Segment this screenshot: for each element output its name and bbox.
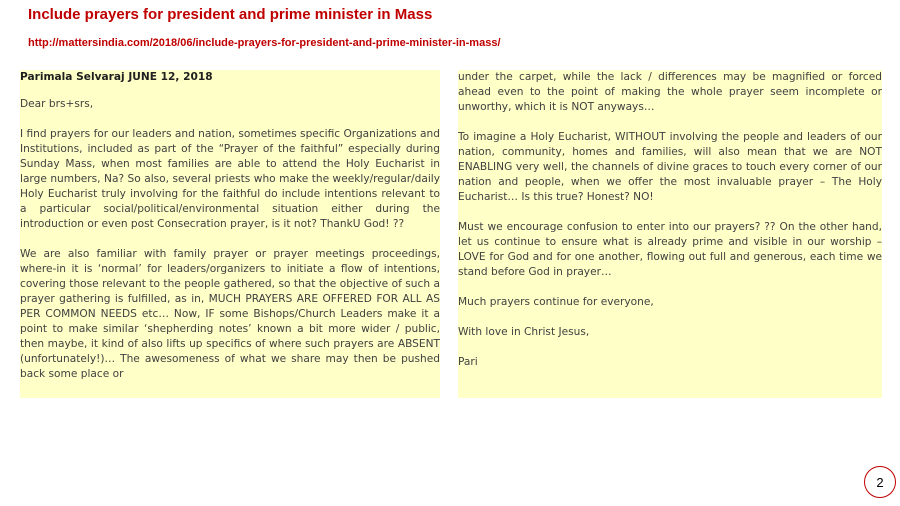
greeting: Dear brs+srs, <box>20 98 94 110</box>
page-number-badge <box>864 466 896 498</box>
signature: Pari <box>458 356 478 368</box>
letter-column-right <box>458 70 882 398</box>
letter-column-left <box>20 70 440 398</box>
paragraph-5: Must we encourage confusion to enter into our prayers? ?? On the other hand, let us continue to ensure what is already prime and visible in our worship – LOVE for God and for one another, flowing out full and generous, each time we stand before God in prayer… <box>458 221 882 278</box>
article-title: Include prayers for president and prime minister in Mass <box>28 6 433 23</box>
paragraph-6: Much prayers continue for everyone, <box>458 296 654 308</box>
byline: Parimala Selvaraj JUNE 12, 2018 <box>20 71 213 83</box>
paragraph-3: under the carpet, while the lack / differences may be magnified or forced ahead even to the point of making the whole prayer seem incomplete or unworthy, which it is NOT anyways… <box>458 71 882 113</box>
paragraph-2: We are also familiar with family prayer or prayer meetings proceedings, where-in it is ‘normal’ for leaders/organizers to initiate a flow of intentions, covering those relevant to the people gathered, so that the objective of such a prayer gathering is fulfilled, as in, MUCH PRAYERS ARE OFFERED FOR ALL AS PER COMMON NEEDS etc… Now, IF some Bishops/Church Leaders make it a point to make similar ‘shepherding notes’ known a bit more wider / public, then maybe, it kind of also lifts up specifics of where such prayers are ABSENT (unfortunately!)… The awesomeness of what we share may then be pushed back some place or <box>20 248 440 380</box>
paragraph-4: To imagine a Holy Eucharist, WITHOUT involving the people and leaders of our nation, community, homes and families, will also mean that we are NOT ENABLING very well, the channels of divine graces to touch every corner of our nation and people, when we offer the most invaluable prayer – The Holy Eucharist… Is this true? Honest? NO! <box>458 131 882 203</box>
closing: With love in Christ Jesus, <box>458 326 590 338</box>
page-number: 2 <box>876 474 884 490</box>
paragraph-1: I find prayers for our leaders and nation, sometimes specific Organizations and Institutions, included as part of the “Prayer of the faithful” especially during Sunday Mass, when most families are able to attend the Holy Eucharist in large numbers, Na? So also, several priests who make the weekly/regular/daily Holy Eucharist truly involving for the faithful do include intentions relevant to a particular social/political/environmental situation either during the introduction or even post Consecration prayer, is it not? ThankU God! ?? <box>20 128 440 230</box>
article-url[interactable]: http://mattersindia.com/2018/06/include-prayers-for-president-and-prime-minister-in-mass/ <box>28 37 501 49</box>
